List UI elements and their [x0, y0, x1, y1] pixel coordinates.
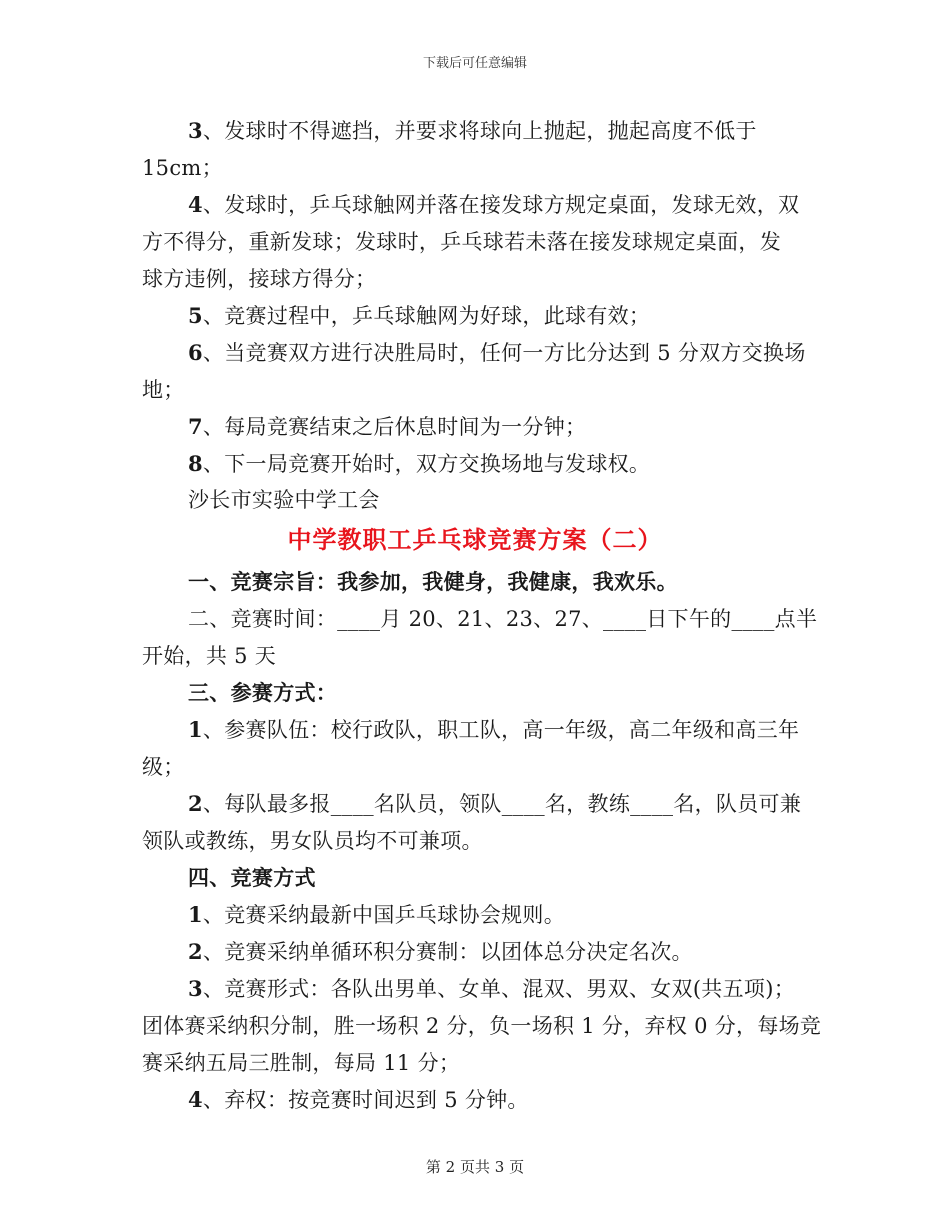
paragraph-line: 团体赛采纳积分制，胜一场积 2 分，负一场积 1 分，弃权 0 分，每场竞 [142, 1014, 822, 1038]
paragraph-line: 方不得分，重新发球；发球时，乒乓球若未落在接发球规定桌面，发 [142, 230, 781, 254]
page-footer: 第 2 页共 3 页 [425, 1158, 525, 1176]
paragraph-line: 开始，共 5 天 [142, 644, 277, 668]
paragraph-line: 1、参赛队伍：校行政队，职工队，高一年级，高二年级和高三年 [188, 717, 800, 742]
paragraph-line: 2、竞赛采纳单循环积分赛制：以团体总分决定名次。 [188, 939, 693, 964]
paragraph-line: 赛采纳五局三胜制，每局 11 分； [142, 1051, 461, 1075]
heading-participation: 三、参赛方式： [188, 680, 338, 705]
paragraph-line: 6、当竞赛双方进行决胜局时，任何一方比分达到 5 分双方交换场 [188, 340, 806, 365]
paragraph-line: 3、发球时不得遮挡，并要求将球向上抛起，抛起高度不低于 [188, 118, 757, 143]
paragraph-line: 5、竞赛过程中，乒乓球触网为好球，此球有效； [188, 303, 651, 328]
paragraph-line: 2、每队最多报____名队员，领队____名，教练____名，队员可兼 [188, 791, 802, 816]
heading-format: 四、竞赛方式 [188, 865, 316, 890]
paragraph-line: 领队或教练，男女队员均不可兼项。 [142, 829, 483, 853]
paragraph-line: 1、竞赛采纳最新中国乒乓球协会规则。 [188, 902, 566, 927]
heading-purpose: 一、竞赛宗旨：我参加，我健身，我健康，我欢乐。 [188, 569, 678, 594]
paragraph-line: 二、竞赛时间：____月 20、21、23、27、____日下午的____点半 [188, 607, 818, 631]
paragraph-line: 15cm； [142, 156, 223, 180]
paragraph-line: 4、发球时，乒乓球触网并落在接发球方规定桌面，发球无效，双 [188, 192, 800, 217]
section-title: 中学教职工乒乓球竞赛方案（二） [287, 525, 663, 554]
paragraph-line: 地； [142, 378, 185, 402]
organization-signature: 沙长市实验中学工会 [188, 488, 380, 512]
paragraph-line: 4、弃权：按竞赛时间迟到 5 分钟。 [188, 1087, 529, 1112]
page-header: 下载后可任意编辑 [422, 56, 527, 71]
paragraph-line: 球方违例，接球方得分； [142, 267, 377, 291]
paragraph-line: 3、竞赛形式：各队出男单、女单、混双、男双、女双(共五项)； [188, 976, 796, 1001]
paragraph-line: 8、下一局竞赛开始时，双方交换场地与发球权。 [188, 451, 651, 476]
paragraph-line: 7、每局竞赛结束之后休息时间为一分钟； [188, 414, 587, 439]
paragraph-line: 级； [142, 755, 185, 779]
